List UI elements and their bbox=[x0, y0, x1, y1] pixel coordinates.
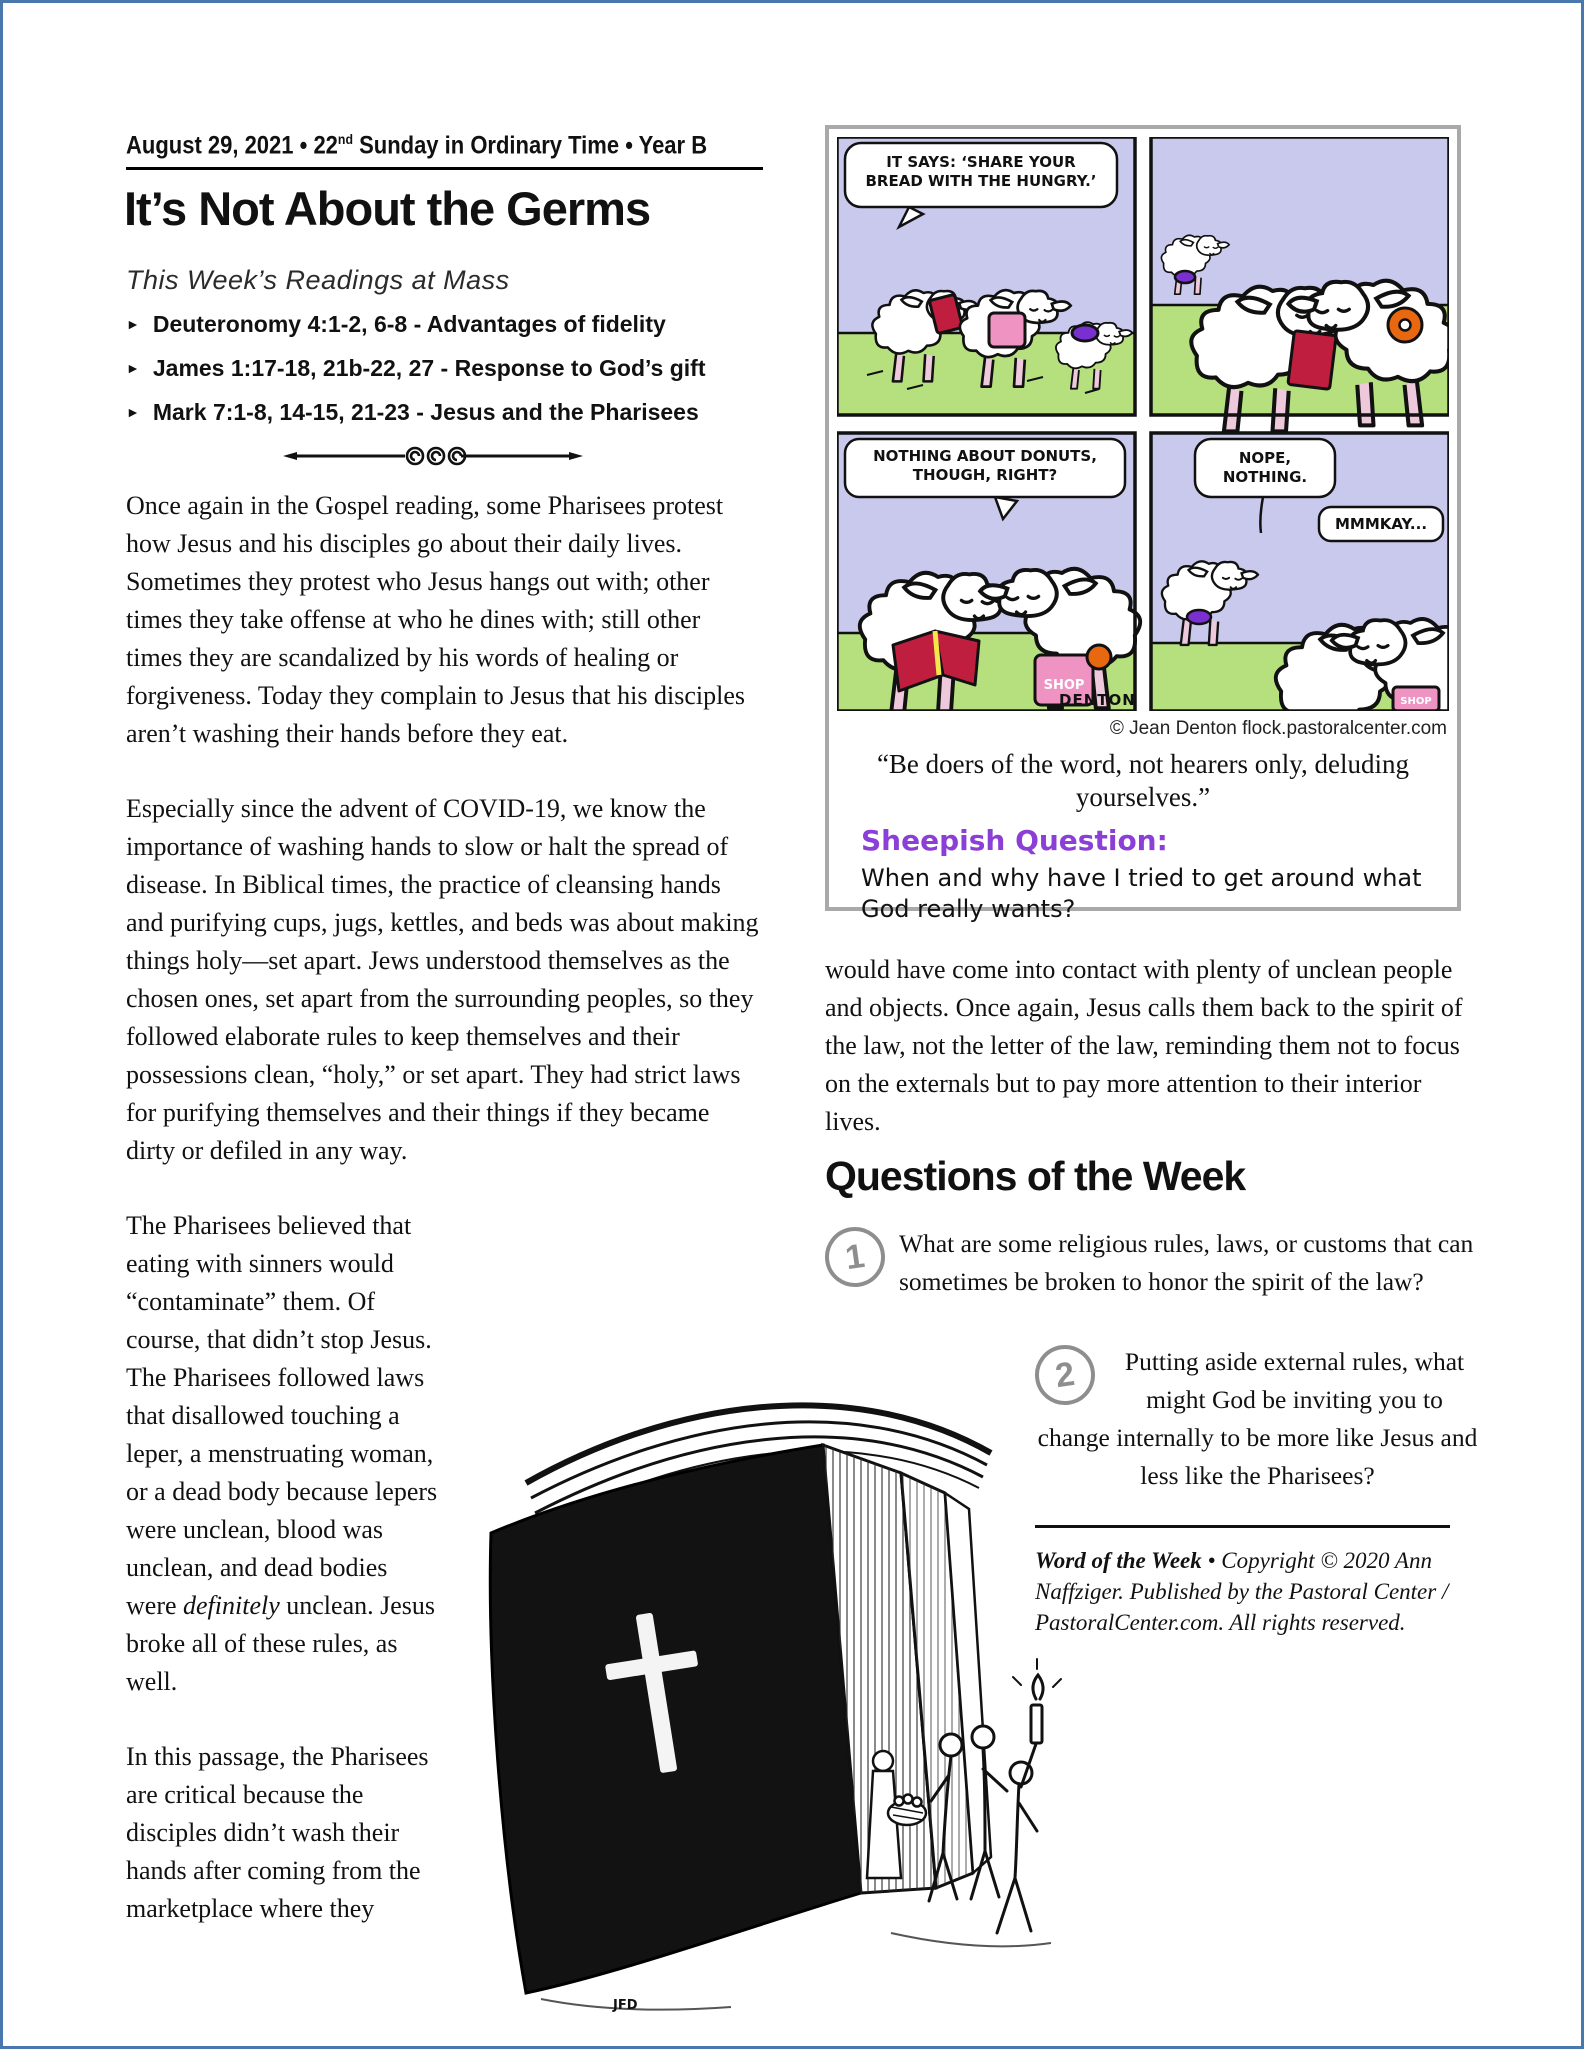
triangle-bullet-icon: ► bbox=[126, 404, 140, 420]
question-number-circle: 2 bbox=[1031, 1341, 1099, 1409]
readings-heading: This Week’s Readings at Mass bbox=[126, 265, 510, 295]
speech-bubble-text: IT SAYS: ‘SHARE YOUR BREAD WITH THE HUNGRY.’ bbox=[865, 153, 1097, 190]
illustrator-signature: JFD bbox=[613, 1998, 638, 2013]
readings-list bbox=[126, 311, 786, 443]
illustration-wrap-spacer bbox=[438, 1321, 763, 1961]
comic-panel-1 bbox=[837, 137, 1135, 415]
comic-panel-4 bbox=[1151, 433, 1449, 711]
walking-figures bbox=[929, 1726, 1007, 1901]
reading-text: Deuteronomy 4:1-2, 6-8 - Advantages of fidelity bbox=[152, 311, 666, 337]
date-suffix: Sunday in Ordinary Time • Year B bbox=[352, 131, 708, 160]
comic-attribution: © Jean Denton flock.pastoralcenter.com bbox=[1109, 718, 1447, 739]
paragraph-3 bbox=[126, 1207, 763, 1701]
question-item-1 bbox=[825, 1225, 1485, 1301]
copyright-text: • Copyright © 2020 Ann Naffziger. Published by the Pastoral Center / PastoralCenter.com. All rights reserved. bbox=[1035, 1548, 1449, 1635]
triangle-bullet-icon: ► bbox=[126, 316, 140, 332]
speech-bubble-text: NOTHING ABOUT DONUTS, THOUGH, RIGHT? bbox=[873, 447, 1097, 484]
sheepish-question-text: When and why have I tried to get around what God really wants? bbox=[861, 864, 1422, 923]
reading-text: Mark 7:1-8, 14-15, 21-23 - Jesus and the Pharisees bbox=[152, 399, 699, 425]
header-rule bbox=[126, 167, 763, 170]
artist-signature: DENTON bbox=[1059, 691, 1136, 709]
sheepish-question-label: Sheepish Question: bbox=[861, 824, 1168, 857]
date-prefix: August 29, 2021 • 22 bbox=[126, 131, 338, 160]
questions-heading: Questions of the Week bbox=[825, 1153, 1246, 1199]
paragraph-3-text: The Pharisees believed that eating with sinners would “contaminate” them. Of course, that didn’t stop Jesus. The Pharisees followed laws that disallowed touching a leper, a menstruating woman, or a dead body because lepers were unclean, blood was unclean, and dead bodies were bbox=[126, 1211, 438, 1620]
date-ordinal: nd bbox=[337, 131, 353, 147]
paragraph-1: Once again in the Gospel reading, some Pharisees protest how Jesus and his disciples go about their daily lives. Sometimes they protest who Jesus hangs out with; other times they take offense at who he dines with; still other times they are scandalized by his words of healing or forgiveness. Today they complain to Jesus that his disciples aren’t washing their hands before they eat. bbox=[126, 491, 745, 748]
question-number-circle: 1 bbox=[821, 1223, 889, 1291]
comic-sidebar-box bbox=[825, 125, 1461, 923]
reading-item bbox=[126, 399, 786, 426]
comic-panel-3 bbox=[837, 433, 1140, 711]
footer-rule bbox=[1035, 1525, 1450, 1528]
scripture-quote: “Be doers of the word, not hearers only, deluding yourselves.” bbox=[876, 749, 1410, 812]
torch-figure bbox=[997, 1659, 1061, 1933]
question-text: What are some religious rules, laws, or customs that can sometimes be broken to honor the spirit of the law? bbox=[899, 1229, 1474, 1296]
shop-bag-label: SHOP bbox=[1400, 696, 1432, 707]
page-title: It’s Not About the Germs bbox=[124, 182, 651, 235]
question-text: Putting aside external rules, what might God be inviting you to change internally to be more like Jesus and less like the Pharisees? bbox=[1037, 1347, 1478, 1490]
page-block bbox=[823, 1445, 991, 1893]
shop-bag-label: SHOP bbox=[1043, 678, 1085, 693]
speech-bubble-text: MMMKAY... bbox=[1334, 515, 1428, 533]
footer-copyright bbox=[1035, 1545, 1467, 1638]
series-title: Word of the Week bbox=[1035, 1548, 1202, 1573]
triangle-bullet-icon: ► bbox=[126, 360, 140, 376]
basket-figure bbox=[867, 1751, 926, 1878]
article-body bbox=[126, 487, 763, 1965]
speech-bubble-text: NOPE, NOTHING. bbox=[1222, 449, 1308, 486]
reading-item bbox=[126, 311, 786, 338]
paragraph-5: would have come into contact with plenty of unclean people and objects. Once again, Jesus calls them back to the spirit of the law, not the letter of the law, reminding them not to focus on the externals but to pay more attention to their interior lives. bbox=[825, 955, 1463, 1136]
question-item-2 bbox=[1035, 1343, 1480, 1495]
comic-panel-2 bbox=[1151, 137, 1449, 431]
date-line bbox=[126, 131, 795, 160]
reading-text: James 1:17-18, 21b-22, 27 - Response to God’s gift bbox=[152, 355, 706, 381]
divider-ornament-icon bbox=[273, 443, 593, 469]
paragraph-2: Especially since the advent of COVID-19, we know the importance of washing hands to slow or halt the spread of disease. In Biblical times, the practice of cleansing hands and purifying cups, jugs, kettles, and beds was about making things holy—set apart. Jews understood themselves as the chosen ones, set apart from the surrounding peoples, so they followed elaborate rules to keep themselves and their possessions clean, “holy,” or set apart. They had strict laws for purifying themselves and their things if they became dirty or defiled in any way. bbox=[126, 794, 759, 1165]
reading-item bbox=[126, 355, 786, 382]
sheep-comic-strip bbox=[837, 137, 1449, 711]
paragraph-3-text-end: unclean. Jesus broke all of these rules, as well. bbox=[126, 1591, 436, 1696]
paragraph-3-emphasis: definitely bbox=[183, 1591, 280, 1620]
paragraph-4: In this passage, the Pharisees are critical because the disciples didn’t wash their hands after coming from the marketplace where they bbox=[126, 1742, 429, 1923]
